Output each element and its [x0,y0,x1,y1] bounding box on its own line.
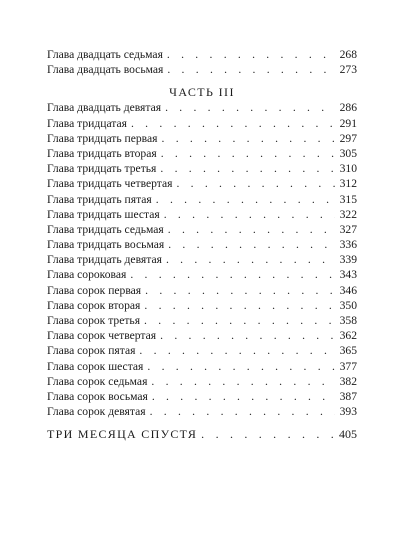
toc-entry-page: 358 [339,314,357,327]
toc-entry-title: Глава сорок девятая [47,405,146,419]
toc-entry-title: Глава двадцать девятая [47,101,162,115]
toc-entry-title: Глава тридцать шестая [47,207,160,221]
toc-entry-title: ТРИ МЕСЯЦА СПУСТЯ [47,427,198,442]
toc-entry-title: Глава тридцать пятая [47,192,152,206]
toc-entry [47,146,357,161]
toc-dot-leader [167,47,335,62]
toc-dot-leader [161,146,335,161]
toc-dot-leader [176,176,335,191]
toc-entry-title: Глава сорок вторая [47,298,141,312]
toc-dot-leader [201,427,335,442]
toc-entry-epilogue [47,427,357,442]
toc-dot-leader [160,328,335,343]
toc-entry [47,328,357,343]
toc-entry-title: Глава двадцать восьмая [47,63,164,77]
toc-entry [47,283,357,298]
toc-entry [47,207,357,222]
toc-group-part-three [47,100,357,419]
toc-entry-title: Глава сороковая [47,268,127,282]
toc-entry-page: 339 [339,253,357,267]
toc-entry-title: Глава тридцать третья [47,162,157,176]
table-of-contents [47,47,357,443]
toc-entry [47,237,357,252]
toc-dot-leader [144,298,335,313]
toc-entry [47,404,357,419]
toc-entry-title: Глава тридцать девятая [47,253,162,267]
toc-entry-page: 297 [339,131,357,145]
toc-dot-leader [147,359,335,374]
toc-dot-leader [151,374,335,389]
toc-entry [47,131,357,146]
toc-dot-leader [152,389,335,404]
toc-entry [47,252,357,267]
toc-entry-title: Глава сорок первая [47,283,142,297]
toc-group-part-two-end [47,47,357,77]
toc-entry-title: Глава сорок пятая [47,344,136,358]
toc-entry [47,222,357,237]
toc-entry [47,62,357,77]
toc-dot-leader [130,267,335,282]
toc-entry [47,100,357,115]
toc-entry-page: 393 [339,405,357,419]
toc-dot-leader [166,252,335,267]
toc-entry-title: Глава тридцать вторая [47,146,157,160]
toc-entry-title: Глава тридцатая [47,116,127,130]
toc-entry-page: 382 [339,374,357,388]
toc-dot-leader [168,222,335,237]
toc-entry-title: Глава сорок шестая [47,359,144,373]
toc-entry-page: 312 [339,177,357,191]
toc-entry-page: 350 [339,298,357,312]
toc-entry [47,116,357,131]
toc-entry-title: Глава сорок восьмая [47,389,148,403]
toc-entry-page: 273 [339,63,357,77]
toc-entry-page: 327 [339,222,357,236]
toc-entry-page: 336 [339,238,357,252]
toc-dot-leader [144,313,335,328]
toc-entry-title: Глава тридцать четвертая [47,177,173,191]
toc-dot-leader [160,161,335,176]
toc-entry [47,176,357,191]
toc-entry [47,161,357,176]
toc-dot-leader [131,116,335,131]
toc-dot-leader [164,207,335,222]
toc-dot-leader [145,283,335,298]
toc-dot-leader [162,131,336,146]
toc-entry [47,359,357,374]
toc-dot-leader [156,192,335,207]
toc-entry-title: Глава тридцать восьмая [47,238,165,252]
toc-entry-page: 286 [339,101,357,115]
part-heading: ЧАСТЬ III [169,85,235,100]
toc-entry [47,343,357,358]
toc-entry-page: 362 [339,329,357,343]
toc-entry-page: 268 [339,48,357,61]
toc-entry [47,389,357,404]
toc-entry-page: 310 [339,162,357,176]
toc-entry-title: Глава сорок седьмая [47,374,148,388]
toc-entry-page: 346 [339,283,357,297]
toc-dot-leader [139,343,335,358]
toc-entry-title: Глава тридцать седьмая [47,222,164,236]
toc-entry-title: Глава двадцать седьмая [47,48,163,61]
toc-entry [47,374,357,389]
toc-entry-page: 405 [339,427,357,442]
toc-entry-title: Глава тридцать первая [47,131,158,145]
toc-entry-page: 365 [339,344,357,358]
toc-entry-page: 387 [339,389,357,403]
toc-entry-page: 343 [339,268,357,282]
toc-dot-leader [165,100,335,115]
toc-dot-leader [167,62,335,77]
toc-dot-leader [150,404,335,419]
toc-entry [47,267,357,282]
toc-entry-page: 315 [339,192,357,206]
toc-entry [47,313,357,328]
toc-entry-title: Глава сорок четвертая [47,329,157,343]
toc-dot-leader [168,237,335,252]
toc-entry-page: 322 [339,207,357,221]
toc-entry-page: 291 [339,116,357,130]
toc-entry-page: 377 [339,359,357,373]
toc-entry-page: 305 [339,146,357,160]
toc-entry [47,298,357,313]
toc-entry-title: Глава сорок третья [47,314,141,327]
toc-entry [47,47,357,62]
toc-entry [47,192,357,207]
